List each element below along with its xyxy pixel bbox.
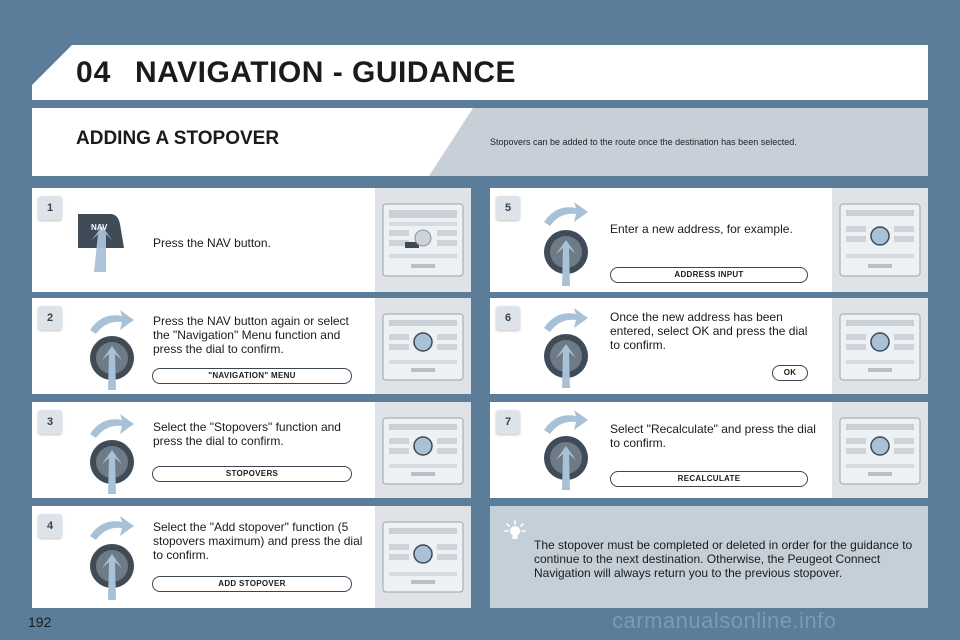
radio-unit-icon bbox=[381, 416, 465, 486]
menu-pill-navigation: "NAVIGATION" MENU bbox=[152, 368, 352, 384]
step-badge-1: 1 bbox=[38, 196, 62, 220]
step-badge-7: 7 bbox=[496, 410, 520, 434]
step-text-2: Press the NAV button again or select the "Navigation" Menu function and press the dial to confirm. bbox=[153, 314, 349, 356]
radio-unit-thumbnail bbox=[375, 188, 471, 292]
dial-rotate-icon bbox=[82, 514, 142, 600]
radio-unit-thumbnail bbox=[832, 188, 928, 292]
radio-unit-thumbnail bbox=[375, 506, 471, 608]
radio-unit-thumbnail bbox=[375, 298, 471, 394]
dial-rotate-icon bbox=[536, 306, 596, 388]
step-badge-5: 5 bbox=[496, 196, 520, 220]
step-badge-4: 4 bbox=[38, 514, 62, 538]
watermark: carmanualsonline.info bbox=[612, 608, 837, 633]
step-text-5: Enter a new address, for example. bbox=[610, 222, 793, 236]
step-text-4: Select the "Add stopover" function (5 stopovers maximum) and press the dial to confirm. bbox=[153, 520, 363, 562]
step-badge-3: 3 bbox=[38, 410, 62, 434]
radio-unit-thumbnail bbox=[832, 402, 928, 498]
chapter-number: 04 bbox=[76, 56, 112, 89]
step-text-3: Select the "Stopovers" function and press the dial to confirm. bbox=[153, 420, 341, 448]
dial-rotate-icon bbox=[536, 408, 596, 490]
menu-pill-ok: OK bbox=[772, 365, 808, 381]
section-note: Stopovers can be added to the route once the destination has been selected. bbox=[490, 137, 797, 147]
page-number: 192 bbox=[28, 614, 52, 630]
radio-unit-icon bbox=[381, 520, 465, 594]
menu-pill-address-input: ADDRESS INPUT bbox=[610, 267, 808, 283]
menu-pill-add-stopover: ADD STOPOVER bbox=[152, 576, 352, 592]
page-title: NAVIGATION - GUIDANCE bbox=[135, 56, 517, 89]
radio-unit-thumbnail bbox=[375, 402, 471, 498]
radio-unit-thumbnail bbox=[832, 298, 928, 394]
dial-rotate-icon bbox=[82, 412, 142, 494]
nav-button-icon bbox=[74, 208, 150, 272]
dial-rotate-icon bbox=[536, 200, 596, 286]
step-text-7: Select "Recalculate" and press the dial to confirm. bbox=[610, 422, 816, 450]
radio-unit-icon bbox=[838, 202, 922, 278]
step-text-1: Press the NAV button. bbox=[153, 236, 271, 250]
step-text-6: Once the new address has been entered, select OK and press the dial to confirm. bbox=[610, 310, 808, 352]
step-badge-2: 2 bbox=[38, 306, 62, 330]
radio-unit-icon bbox=[838, 416, 922, 486]
info-note-text: The stopover must be completed or deleted in order for the guidance to continue to the next destination. Otherwise, the Peugeot Connect Navigation will always return you to the previous stopover. bbox=[534, 538, 913, 580]
menu-pill-stopovers: STOPOVERS bbox=[152, 466, 352, 482]
menu-pill-recalculate: RECALCULATE bbox=[610, 471, 808, 487]
section-title: ADDING A STOPOVER bbox=[76, 128, 280, 149]
radio-unit-icon bbox=[381, 202, 465, 278]
dial-rotate-icon bbox=[82, 308, 142, 390]
nav-button-label: NAV bbox=[91, 223, 108, 232]
lightbulb-icon bbox=[504, 520, 526, 542]
step-badge-6: 6 bbox=[496, 306, 520, 330]
radio-unit-icon bbox=[838, 312, 922, 382]
radio-unit-icon bbox=[381, 312, 465, 382]
